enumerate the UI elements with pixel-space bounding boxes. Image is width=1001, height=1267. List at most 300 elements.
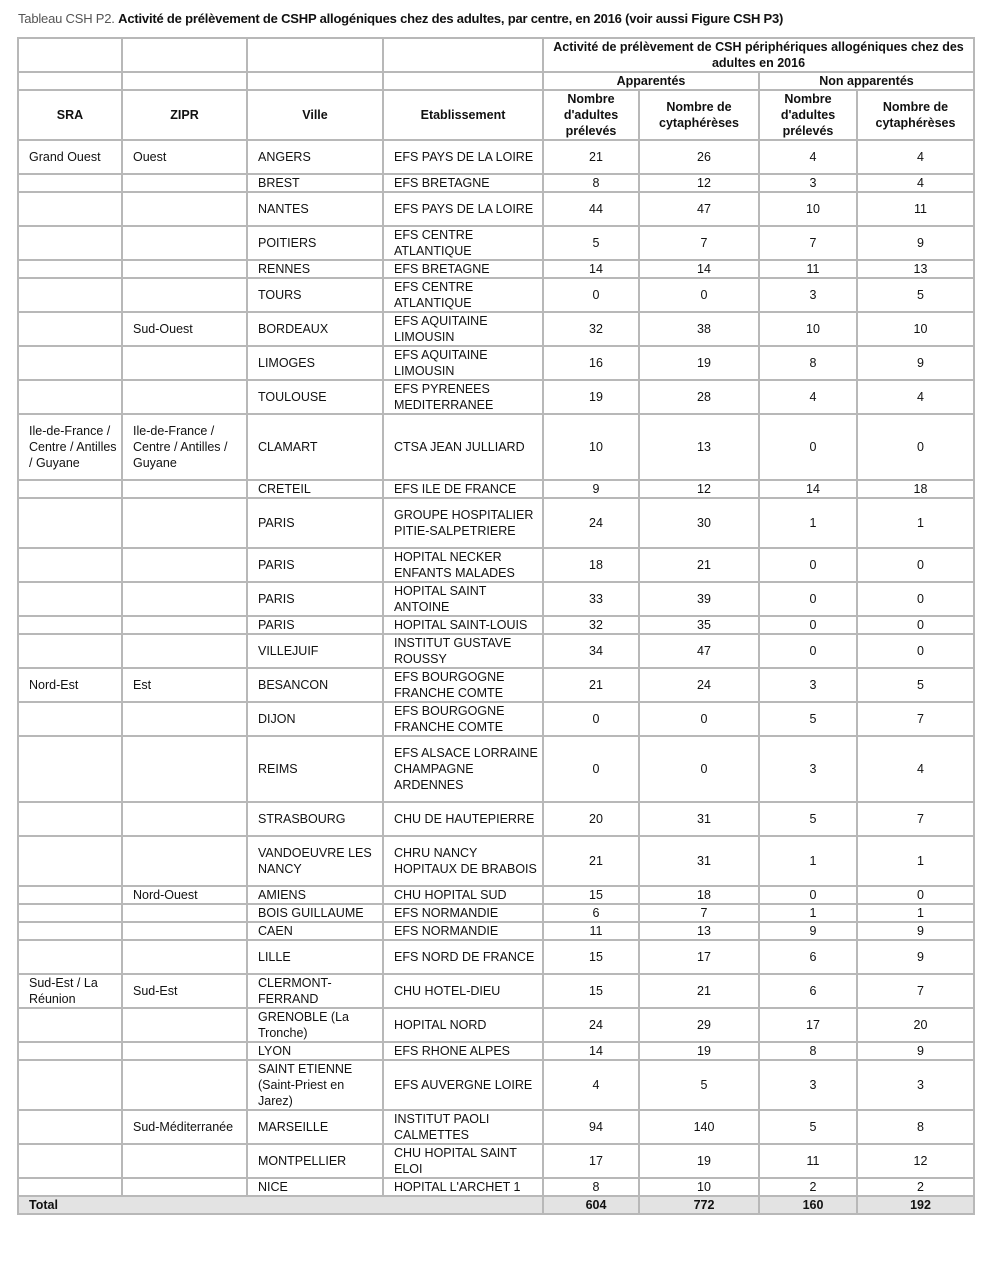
table-row [18, 174, 974, 192]
nonapp-adultes-cell: 8 [759, 346, 857, 380]
table-row [18, 414, 974, 480]
sra-cell [18, 192, 122, 226]
total-value: 604 [543, 1196, 639, 1214]
etablissement-cell: EFS AQUITAINE LIMOUSIN [383, 312, 543, 346]
ville-cell: CRETEIL [247, 480, 383, 498]
ville-cell: LILLE [247, 940, 383, 974]
app-cytapheres-cell: 0 [639, 278, 759, 312]
sra-cell [18, 836, 122, 886]
header-blank [383, 38, 543, 72]
app-cytapheres-cell: 0 [639, 736, 759, 802]
nonapp-cytapheres-cell: 0 [857, 414, 974, 480]
etablissement-cell: INSTITUT GUSTAVE ROUSSY [383, 634, 543, 668]
header-blank [122, 72, 247, 90]
nonapp-cytapheres-cell: 4 [857, 174, 974, 192]
app-cytapheres-cell: 21 [639, 548, 759, 582]
app-cytapheres-cell: 0 [639, 702, 759, 736]
app-cytapheres-cell: 47 [639, 634, 759, 668]
etablissement-cell: CHU HOPITAL SAINT ELOI [383, 1144, 543, 1178]
nonapp-adultes-cell: 5 [759, 1110, 857, 1144]
sra-cell [18, 582, 122, 616]
sra-cell [18, 312, 122, 346]
nonapp-cytapheres-cell: 0 [857, 582, 974, 616]
app-adultes-cell: 18 [543, 548, 639, 582]
nonapp-cytapheres-cell: 9 [857, 226, 974, 260]
zipr-cell [122, 1060, 247, 1110]
app-cytapheres-cell: 39 [639, 582, 759, 616]
table-row [18, 312, 974, 346]
zipr-cell [122, 192, 247, 226]
sra-cell [18, 736, 122, 802]
header-blank [18, 72, 122, 90]
table-caption [18, 11, 783, 26]
etablissement-cell: CHU HOPITAL SUD [383, 886, 543, 904]
table-row [18, 1110, 974, 1144]
ville-cell: CAEN [247, 922, 383, 940]
table-row [18, 802, 974, 836]
header-blank [247, 72, 383, 90]
nonapp-cytapheres-cell: 4 [857, 380, 974, 414]
nonapp-cytapheres-cell: 9 [857, 922, 974, 940]
nonapp-adultes-cell: 3 [759, 736, 857, 802]
sra-cell [18, 886, 122, 904]
header-apparentes: Apparentés [543, 72, 759, 90]
ville-cell: VANDOEUVRE LES NANCY [247, 836, 383, 886]
app-cytapheres-cell: 31 [639, 802, 759, 836]
ville-cell: SAINT ETIENNE (Saint-Priest en Jarez) [247, 1060, 383, 1110]
nonapp-cytapheres-cell: 0 [857, 634, 974, 668]
ville-cell: STRASBOURG [247, 802, 383, 836]
column-header-ville: Ville [247, 90, 383, 140]
sra-cell [18, 1060, 122, 1110]
zipr-cell: Ile-de-France / Centre / Antilles / Guyane [122, 414, 247, 480]
sra-cell [18, 634, 122, 668]
header-blank [122, 38, 247, 72]
zipr-cell [122, 1178, 247, 1196]
ville-cell: BOIS GUILLAUME [247, 904, 383, 922]
nonapp-cytapheres-cell: 18 [857, 480, 974, 498]
ville-cell: VILLEJUIF [247, 634, 383, 668]
etablissement-cell: EFS NORMANDIE [383, 922, 543, 940]
nonapp-cytapheres-cell: 13 [857, 260, 974, 278]
app-adultes-cell: 44 [543, 192, 639, 226]
nonapp-cytapheres-cell: 9 [857, 940, 974, 974]
etablissement-cell: EFS AUVERGNE LOIRE [383, 1060, 543, 1110]
ville-cell: NANTES [247, 192, 383, 226]
total-value: 192 [857, 1196, 974, 1214]
app-adultes-cell: 17 [543, 1144, 639, 1178]
ville-cell: PARIS [247, 548, 383, 582]
nonapp-adultes-cell: 1 [759, 498, 857, 548]
sra-cell [18, 1042, 122, 1060]
zipr-cell [122, 260, 247, 278]
zipr-cell [122, 480, 247, 498]
zipr-cell: Est [122, 668, 247, 702]
table-row [18, 886, 974, 904]
nonapp-cytapheres-cell: 10 [857, 312, 974, 346]
table-row [18, 974, 974, 1008]
app-cytapheres-cell: 12 [639, 174, 759, 192]
app-cytapheres-cell: 14 [639, 260, 759, 278]
app-cytapheres-cell: 30 [639, 498, 759, 548]
sra-cell [18, 922, 122, 940]
app-adultes-cell: 15 [543, 940, 639, 974]
etablissement-cell: EFS PAYS DE LA LOIRE [383, 140, 543, 174]
sra-cell [18, 904, 122, 922]
column-header-nonapp-adultes: Nombre d'adultes prélevés [759, 90, 857, 140]
column-header-etablissement: Etablissement [383, 90, 543, 140]
ville-cell: TOURS [247, 278, 383, 312]
header-group-title: Activité de prélèvement de CSH périphériques allogéniques chez des adultes en 2016 [543, 38, 974, 72]
etablissement-cell: EFS BOURGOGNE FRANCHE COMTE [383, 702, 543, 736]
table-row [18, 498, 974, 548]
sra-cell [18, 1178, 122, 1196]
app-adultes-cell: 24 [543, 498, 639, 548]
ville-cell: MARSEILLE [247, 1110, 383, 1144]
nonapp-adultes-cell: 3 [759, 668, 857, 702]
nonapp-cytapheres-cell: 20 [857, 1008, 974, 1042]
total-value: 160 [759, 1196, 857, 1214]
ville-cell: PARIS [247, 582, 383, 616]
table-row [18, 278, 974, 312]
column-header-sra: SRA [18, 90, 122, 140]
column-header-nonapp-cytapheres: Nombre de cytaphérèses [857, 90, 974, 140]
ville-cell: TOULOUSE [247, 380, 383, 414]
app-adultes-cell: 14 [543, 260, 639, 278]
nonapp-cytapheres-cell: 12 [857, 1144, 974, 1178]
app-adultes-cell: 9 [543, 480, 639, 498]
zipr-cell [122, 1008, 247, 1042]
nonapp-cytapheres-cell: 11 [857, 192, 974, 226]
zipr-cell [122, 380, 247, 414]
app-cytapheres-cell: 19 [639, 1042, 759, 1060]
nonapp-cytapheres-cell: 3 [857, 1060, 974, 1110]
ville-cell: REIMS [247, 736, 383, 802]
table-row [18, 1060, 974, 1110]
sra-cell [18, 226, 122, 260]
zipr-cell [122, 548, 247, 582]
etablissement-cell: EFS PYRENEES MEDITERRANEE [383, 380, 543, 414]
zipr-cell [122, 736, 247, 802]
etablissement-cell: HOPITAL L'ARCHET 1 [383, 1178, 543, 1196]
etablissement-cell: EFS ALSACE LORRAINE CHAMPAGNE ARDENNES [383, 736, 543, 802]
zipr-cell [122, 836, 247, 886]
ville-cell: CLERMONT-FERRAND [247, 974, 383, 1008]
nonapp-adultes-cell: 11 [759, 260, 857, 278]
app-cytapheres-cell: 21 [639, 974, 759, 1008]
app-cytapheres-cell: 47 [639, 192, 759, 226]
nonapp-adultes-cell: 3 [759, 278, 857, 312]
sra-cell [18, 480, 122, 498]
etablissement-cell: CHU HOTEL-DIEU [383, 974, 543, 1008]
app-adultes-cell: 21 [543, 668, 639, 702]
zipr-cell: Ouest [122, 140, 247, 174]
header-blank [383, 72, 543, 90]
nonapp-adultes-cell: 1 [759, 904, 857, 922]
nonapp-cytapheres-cell: 7 [857, 974, 974, 1008]
etablissement-cell: EFS CENTRE ATLANTIQUE [383, 278, 543, 312]
etablissement-cell: EFS ILE DE FRANCE [383, 480, 543, 498]
nonapp-cytapheres-cell: 7 [857, 802, 974, 836]
sra-cell [18, 498, 122, 548]
zipr-cell [122, 174, 247, 192]
table-row [18, 702, 974, 736]
nonapp-adultes-cell: 0 [759, 616, 857, 634]
app-adultes-cell: 19 [543, 380, 639, 414]
etablissement-cell: EFS NORD DE FRANCE [383, 940, 543, 974]
table-row [18, 582, 974, 616]
app-cytapheres-cell: 18 [639, 886, 759, 904]
table-row [18, 548, 974, 582]
ville-cell: PARIS [247, 616, 383, 634]
header-blank [247, 38, 383, 72]
etablissement-cell: HOPITAL SAINT ANTOINE [383, 582, 543, 616]
table-row [18, 346, 974, 380]
table-row [18, 192, 974, 226]
ville-cell: LYON [247, 1042, 383, 1060]
etablissement-cell: HOPITAL SAINT-LOUIS [383, 616, 543, 634]
table-row [18, 226, 974, 260]
etablissement-cell: CHU DE HAUTEPIERRE [383, 802, 543, 836]
app-cytapheres-cell: 24 [639, 668, 759, 702]
zipr-cell: Sud-Est [122, 974, 247, 1008]
sra-cell [18, 346, 122, 380]
table-row [18, 940, 974, 974]
ville-cell: LIMOGES [247, 346, 383, 380]
nonapp-cytapheres-cell: 9 [857, 1042, 974, 1060]
app-adultes-cell: 0 [543, 702, 639, 736]
sra-cell [18, 940, 122, 974]
ville-cell: BREST [247, 174, 383, 192]
sra-cell [18, 278, 122, 312]
app-cytapheres-cell: 140 [639, 1110, 759, 1144]
app-adultes-cell: 8 [543, 174, 639, 192]
nonapp-adultes-cell: 0 [759, 886, 857, 904]
app-cytapheres-cell: 7 [639, 226, 759, 260]
ville-cell: BORDEAUX [247, 312, 383, 346]
data-table [17, 37, 975, 1215]
sra-cell [18, 380, 122, 414]
nonapp-adultes-cell: 4 [759, 380, 857, 414]
nonapp-cytapheres-cell: 4 [857, 140, 974, 174]
nonapp-cytapheres-cell: 0 [857, 616, 974, 634]
zipr-cell: Sud-Ouest [122, 312, 247, 346]
app-cytapheres-cell: 13 [639, 414, 759, 480]
etablissement-cell: EFS BRETAGNE [383, 174, 543, 192]
app-cytapheres-cell: 19 [639, 346, 759, 380]
sra-cell [18, 1008, 122, 1042]
table-body [18, 140, 974, 1214]
zipr-cell [122, 702, 247, 736]
zipr-cell [122, 1144, 247, 1178]
app-cytapheres-cell: 10 [639, 1178, 759, 1196]
app-adultes-cell: 32 [543, 312, 639, 346]
table-row [18, 1144, 974, 1178]
app-cytapheres-cell: 13 [639, 922, 759, 940]
app-adultes-cell: 0 [543, 736, 639, 802]
header-non-apparentes: Non apparentés [759, 72, 974, 90]
table-row [18, 380, 974, 414]
total-value: 772 [639, 1196, 759, 1214]
caption-label: Tableau CSH P2. [18, 11, 115, 26]
nonapp-cytapheres-cell: 0 [857, 548, 974, 582]
etablissement-cell: GROUPE HOSPITALIER PITIE-SALPETRIERE [383, 498, 543, 548]
table-row [18, 736, 974, 802]
sra-cell [18, 174, 122, 192]
nonapp-cytapheres-cell: 9 [857, 346, 974, 380]
sra-cell [18, 702, 122, 736]
ville-cell: AMIENS [247, 886, 383, 904]
table-row [18, 904, 974, 922]
zipr-cell [122, 802, 247, 836]
etablissement-cell: EFS PAYS DE LA LOIRE [383, 192, 543, 226]
nonapp-cytapheres-cell: 4 [857, 736, 974, 802]
caption-text: Activité de prélèvement de CSHP allogéniques chez des adultes, par centre, en 2016 (voir aussi Figure CSH P3) [118, 11, 784, 26]
sra-cell [18, 1144, 122, 1178]
app-cytapheres-cell: 7 [639, 904, 759, 922]
nonapp-adultes-cell: 7 [759, 226, 857, 260]
nonapp-adultes-cell: 0 [759, 414, 857, 480]
table-row [18, 140, 974, 174]
zipr-cell [122, 226, 247, 260]
nonapp-cytapheres-cell: 2 [857, 1178, 974, 1196]
nonapp-adultes-cell: 5 [759, 802, 857, 836]
table-row [18, 634, 974, 668]
nonapp-cytapheres-cell: 1 [857, 498, 974, 548]
table-row [18, 668, 974, 702]
nonapp-adultes-cell: 8 [759, 1042, 857, 1060]
nonapp-adultes-cell: 10 [759, 192, 857, 226]
ville-cell: RENNES [247, 260, 383, 278]
sra-cell [18, 616, 122, 634]
sra-cell: Sud-Est / La Réunion [18, 974, 122, 1008]
app-cytapheres-cell: 38 [639, 312, 759, 346]
ville-cell: BESANCON [247, 668, 383, 702]
zipr-cell [122, 582, 247, 616]
app-cytapheres-cell: 12 [639, 480, 759, 498]
app-adultes-cell: 14 [543, 1042, 639, 1060]
app-adultes-cell: 33 [543, 582, 639, 616]
nonapp-adultes-cell: 3 [759, 174, 857, 192]
app-cytapheres-cell: 19 [639, 1144, 759, 1178]
ville-cell: ANGERS [247, 140, 383, 174]
table-row [18, 480, 974, 498]
app-adultes-cell: 94 [543, 1110, 639, 1144]
column-header-app-cytapheres: Nombre de cytaphérèses [639, 90, 759, 140]
nonapp-adultes-cell: 2 [759, 1178, 857, 1196]
sra-cell [18, 1110, 122, 1144]
app-adultes-cell: 15 [543, 974, 639, 1008]
app-cytapheres-cell: 17 [639, 940, 759, 974]
zipr-cell [122, 922, 247, 940]
nonapp-adultes-cell: 5 [759, 702, 857, 736]
etablissement-cell: HOPITAL NORD [383, 1008, 543, 1042]
etablissement-cell: CTSA JEAN JULLIARD [383, 414, 543, 480]
nonapp-adultes-cell: 6 [759, 974, 857, 1008]
zipr-cell [122, 616, 247, 634]
ville-cell: GRENOBLE (La Tronche) [247, 1008, 383, 1042]
table-row [18, 260, 974, 278]
ville-cell: POITIERS [247, 226, 383, 260]
app-adultes-cell: 0 [543, 278, 639, 312]
ville-cell: MONTPELLIER [247, 1144, 383, 1178]
app-cytapheres-cell: 29 [639, 1008, 759, 1042]
table-row [18, 922, 974, 940]
nonapp-adultes-cell: 9 [759, 922, 857, 940]
header-blank [18, 38, 122, 72]
zipr-cell [122, 634, 247, 668]
app-adultes-cell: 8 [543, 1178, 639, 1196]
app-adultes-cell: 4 [543, 1060, 639, 1110]
nonapp-adultes-cell: 3 [759, 1060, 857, 1110]
nonapp-cytapheres-cell: 5 [857, 668, 974, 702]
zipr-cell [122, 346, 247, 380]
sra-cell: Ile-de-France / Centre / Antilles / Guyane [18, 414, 122, 480]
nonapp-adultes-cell: 0 [759, 582, 857, 616]
app-adultes-cell: 20 [543, 802, 639, 836]
nonapp-adultes-cell: 6 [759, 940, 857, 974]
etablissement-cell: EFS BRETAGNE [383, 260, 543, 278]
app-cytapheres-cell: 35 [639, 616, 759, 634]
app-adultes-cell: 34 [543, 634, 639, 668]
etablissement-cell: CHRU NANCY HOPITAUX DE BRABOIS [383, 836, 543, 886]
etablissement-cell: EFS RHONE ALPES [383, 1042, 543, 1060]
nonapp-cytapheres-cell: 5 [857, 278, 974, 312]
nonapp-adultes-cell: 11 [759, 1144, 857, 1178]
app-adultes-cell: 32 [543, 616, 639, 634]
sra-cell: Grand Ouest [18, 140, 122, 174]
ville-cell: NICE [247, 1178, 383, 1196]
nonapp-adultes-cell: 0 [759, 548, 857, 582]
table-row [18, 616, 974, 634]
app-adultes-cell: 24 [543, 1008, 639, 1042]
ville-cell: CLAMART [247, 414, 383, 480]
app-cytapheres-cell: 31 [639, 836, 759, 886]
nonapp-adultes-cell: 0 [759, 634, 857, 668]
nonapp-adultes-cell: 10 [759, 312, 857, 346]
zipr-cell [122, 498, 247, 548]
zipr-cell [122, 904, 247, 922]
ville-cell: PARIS [247, 498, 383, 548]
zipr-cell [122, 278, 247, 312]
etablissement-cell: HOPITAL NECKER ENFANTS MALADES [383, 548, 543, 582]
nonapp-adultes-cell: 4 [759, 140, 857, 174]
etablissement-cell: EFS BOURGOGNE FRANCHE COMTE [383, 668, 543, 702]
app-adultes-cell: 16 [543, 346, 639, 380]
sra-cell [18, 260, 122, 278]
sra-cell: Nord-Est [18, 668, 122, 702]
etablissement-cell: EFS NORMANDIE [383, 904, 543, 922]
total-label: Total [18, 1196, 543, 1214]
nonapp-cytapheres-cell: 7 [857, 702, 974, 736]
column-header-zipr: ZIPR [122, 90, 247, 140]
sra-cell [18, 802, 122, 836]
column-header-app-adultes: Nombre d'adultes prélevés [543, 90, 639, 140]
app-cytapheres-cell: 28 [639, 380, 759, 414]
table-row [18, 836, 974, 886]
nonapp-cytapheres-cell: 1 [857, 836, 974, 886]
etablissement-cell: INSTITUT PAOLI CALMETTES [383, 1110, 543, 1144]
nonapp-adultes-cell: 14 [759, 480, 857, 498]
zipr-cell [122, 1042, 247, 1060]
app-cytapheres-cell: 26 [639, 140, 759, 174]
app-adultes-cell: 11 [543, 922, 639, 940]
app-adultes-cell: 15 [543, 886, 639, 904]
etablissement-cell: EFS AQUITAINE LIMOUSIN [383, 346, 543, 380]
app-cytapheres-cell: 5 [639, 1060, 759, 1110]
nonapp-cytapheres-cell: 8 [857, 1110, 974, 1144]
app-adultes-cell: 6 [543, 904, 639, 922]
